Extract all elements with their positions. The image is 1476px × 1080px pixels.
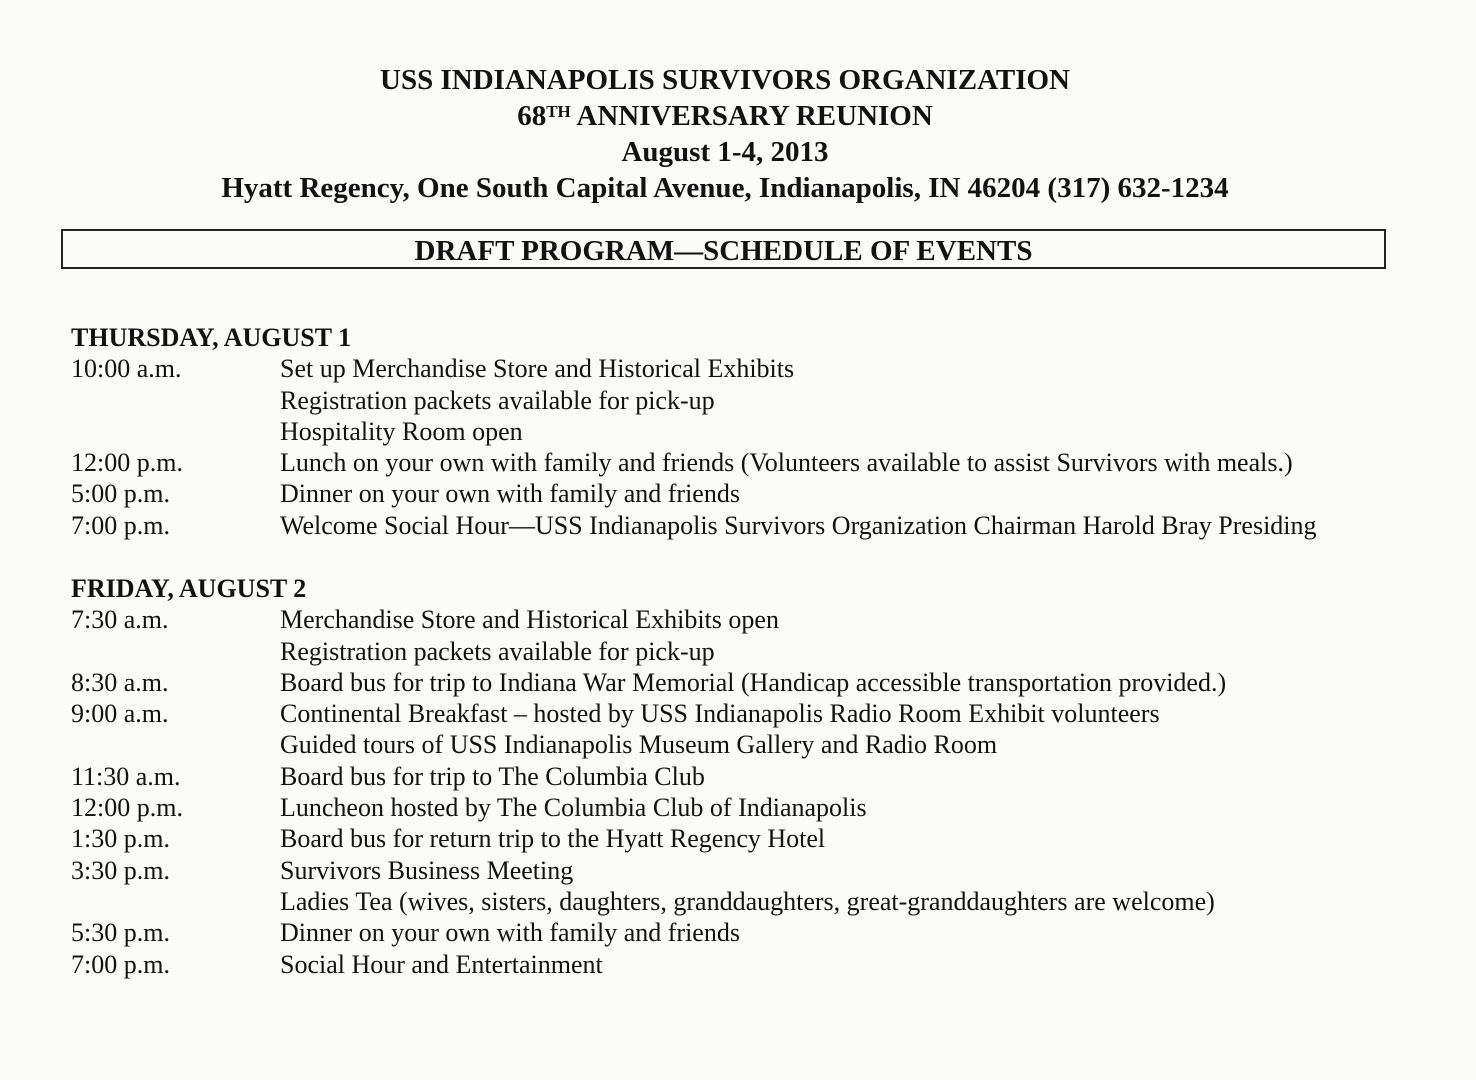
event-row <box>71 823 1451 854</box>
event-description: Survivors Business Meeting <box>280 855 574 885</box>
event-description: Dinner on your own with family and friends <box>280 479 740 509</box>
event-description: Welcome Social Hour—USS Indianapolis Survivors Organization Chairman Harold Bray Presiding <box>280 510 1317 540</box>
event-description: Lunch on your own with family and friends (Volunteers available to assist Survivors with meals.) <box>280 448 1293 478</box>
event-row <box>71 604 1451 635</box>
event-description: Social Hour and Entertainment <box>280 949 603 979</box>
event-time <box>71 729 280 760</box>
event-description: Set up Merchandise Store and Historical Exhibits <box>280 354 795 384</box>
reunion-dates: August 1-4, 2013 <box>621 136 829 168</box>
event-description: Dinner on your own with family and friends <box>280 918 740 948</box>
anniversary-text: ANNIVERSARY REUNION <box>570 100 933 132</box>
venue-line: Hyatt Regency, One South Capital Avenue, Indianapolis, IN 46204 (317) 632-1234 <box>221 172 1229 204</box>
event-time: 12:00 p.m. <box>71 448 183 478</box>
event-row <box>71 353 1451 384</box>
event-time: 10:00 a.m. <box>71 354 182 384</box>
day-section-thursday <box>71 322 1451 541</box>
event-description: Board bus for trip to The Columbia Club <box>280 761 705 791</box>
event-row <box>71 385 1451 416</box>
event-time: 9:00 a.m. <box>71 699 169 729</box>
day-section-friday <box>71 573 1451 980</box>
reunion-title <box>0 98 1450 134</box>
event-description: Ladies Tea (wives, sisters, daughters, granddaughters, great-granddaughters are welcome) <box>280 886 1215 916</box>
event-description: Merchandise Store and Historical Exhibits open <box>280 605 779 635</box>
event-list <box>71 604 1451 980</box>
event-row <box>71 698 1451 729</box>
event-time: 7:30 a.m. <box>71 605 169 635</box>
schedule-banner: DRAFT PROGRAM—SCHEDULE OF EVENTS <box>61 229 1386 269</box>
event-time <box>71 416 280 447</box>
event-row <box>71 761 1451 792</box>
event-description: Registration packets available for pick-up <box>280 385 715 415</box>
event-time: 1:30 p.m. <box>71 824 170 854</box>
event-row <box>71 667 1451 698</box>
event-row <box>71 917 1451 948</box>
anniversary-number: 68 <box>517 100 547 132</box>
event-row <box>71 855 1451 886</box>
event-row <box>71 416 1451 447</box>
event-time: 7:00 p.m. <box>71 949 170 979</box>
event-row <box>71 729 1451 760</box>
event-time: 11:30 a.m. <box>71 761 181 791</box>
event-time <box>71 636 280 667</box>
anniversary-suffix: TH <box>546 102 571 121</box>
event-row <box>71 949 1451 980</box>
day-heading: THURSDAY, AUGUST 1 <box>71 323 352 352</box>
day-heading: FRIDAY, AUGUST 2 <box>71 574 307 603</box>
event-description: Hospitality Room open <box>280 416 523 446</box>
event-row <box>71 636 1451 667</box>
event-row <box>71 510 1451 541</box>
event-time <box>71 385 280 416</box>
event-list <box>71 353 1451 541</box>
event-row <box>71 478 1451 509</box>
event-time: 3:30 p.m. <box>71 855 170 885</box>
event-time: 7:00 p.m. <box>71 510 170 540</box>
event-time: 5:00 p.m. <box>71 479 170 509</box>
event-row <box>71 447 1451 478</box>
event-description: Board bus for return trip to the Hyatt Regency Hotel <box>280 824 826 854</box>
organization-title: USS INDIANAPOLIS SURVIVORS ORGANIZATION <box>380 64 1070 96</box>
event-description: Registration packets available for pick-up <box>280 636 715 666</box>
event-description: Continental Breakfast – hosted by USS Indianapolis Radio Room Exhibit volunteers <box>280 699 1160 729</box>
event-time: 8:30 a.m. <box>71 667 169 697</box>
event-row <box>71 792 1451 823</box>
event-description: Guided tours of USS Indianapolis Museum Gallery and Radio Room <box>280 730 998 760</box>
event-row <box>71 886 1451 917</box>
document-header <box>0 62 1450 206</box>
event-time <box>71 886 280 917</box>
event-description: Luncheon hosted by The Columbia Club of Indianapolis <box>280 793 867 823</box>
event-time: 5:30 p.m. <box>71 918 170 948</box>
event-time: 12:00 p.m. <box>71 793 183 823</box>
event-description: Board bus for trip to Indiana War Memorial (Handicap accessible transportation provided.) <box>280 667 1227 697</box>
